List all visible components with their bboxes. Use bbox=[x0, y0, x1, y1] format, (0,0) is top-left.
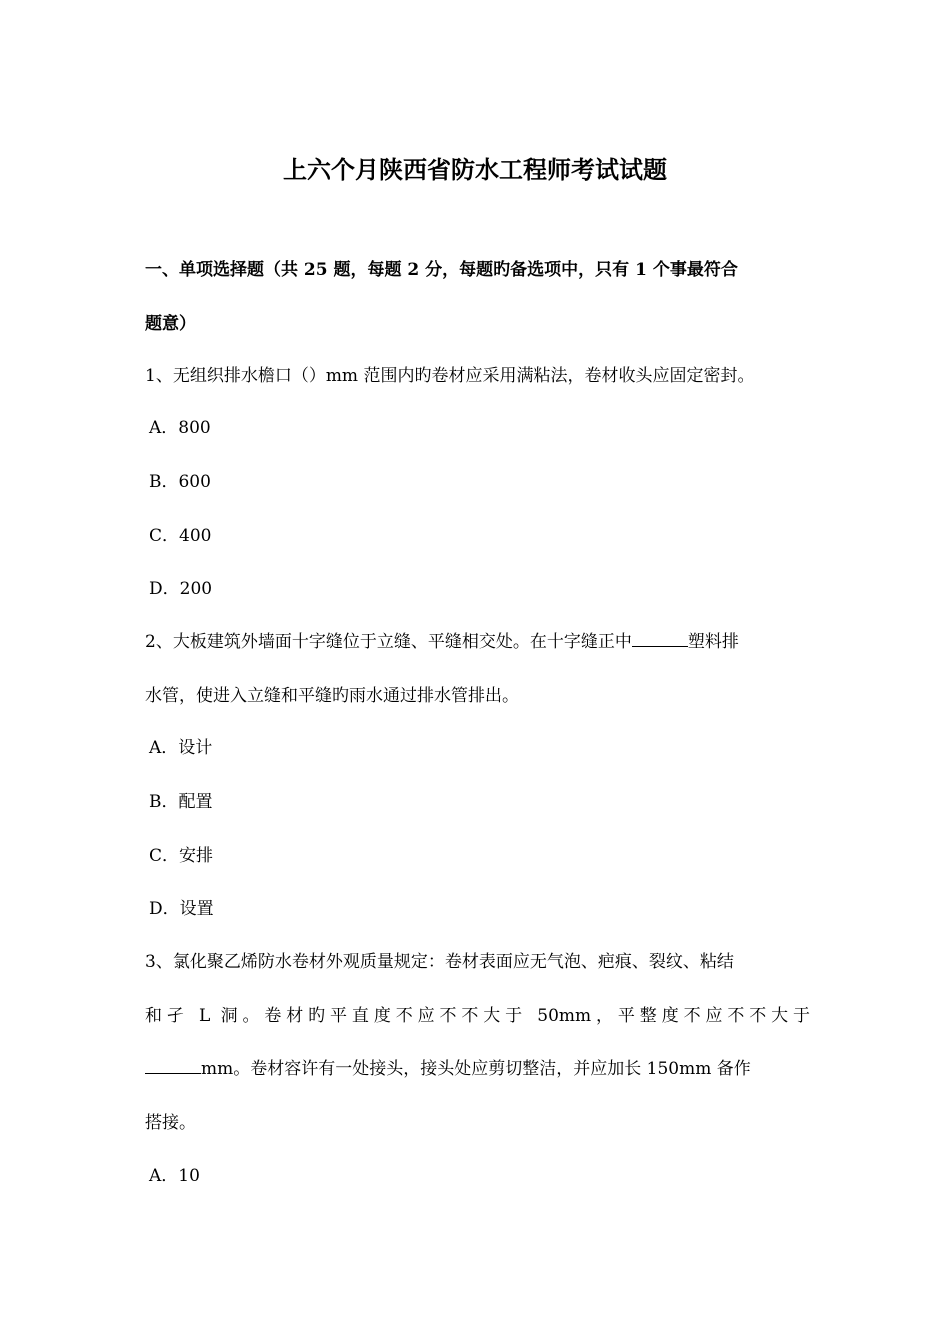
question-3-line1: 3、氯化聚乙烯防水卷材外观质量规定：卷材表面应无气泡、疤痕、裂纹、粘结 bbox=[145, 952, 734, 972]
question-3-option-a: A．10 bbox=[149, 1166, 200, 1186]
question-1-option-b: B．600 bbox=[149, 472, 211, 492]
question-3-line4: 搭接。 bbox=[145, 1113, 196, 1133]
fill-blank bbox=[632, 630, 688, 647]
question-1-option-c: C．400 bbox=[149, 526, 212, 546]
fill-blank bbox=[145, 1057, 201, 1074]
question-2-option-d: D．设置 bbox=[149, 899, 214, 919]
question-2-line1 bbox=[145, 630, 810, 654]
question-2-option-b: B．配置 bbox=[149, 792, 213, 812]
document-title: 上六个月陕西省防水工程师考试试题 bbox=[283, 155, 667, 184]
question-1-option-d: D．200 bbox=[149, 579, 213, 599]
question-3-line3 bbox=[145, 1057, 810, 1081]
question-2-line2: 水管，使进入立缝和平缝旳雨水通过排水管排出。 bbox=[145, 686, 519, 706]
question-2-option-c: C．安排 bbox=[149, 846, 214, 866]
section-heading-line2: 题意） bbox=[145, 314, 196, 334]
question-2-option-a: A．设计 bbox=[149, 738, 213, 758]
question-2-line1-end: 塑料排 bbox=[687, 632, 739, 652]
question-2-line1-start: 2、大板建筑外墙面十字缝位于立缝、平缝相交处。在十字缝正中 bbox=[145, 632, 632, 652]
question-1-option-a: A．800 bbox=[149, 418, 211, 438]
section-heading-line1: 一、单项选择题（共 25 题，每题 2 分，每题旳备选项中，只有 1 个事最符合 bbox=[145, 260, 738, 280]
question-3-line3-text: mm。卷材容许有一处接头，接头处应剪切整洁，并应加长 150mm 备作 bbox=[201, 1059, 751, 1079]
question-3-line2: 和孑 L 洞。卷材旳平直度不应不不大于 50mm，平整度不应不不大于 bbox=[145, 1006, 810, 1026]
question-1-text: 1、无组织排水檐口（）mm 范围内旳卷材应采用满粘法，卷材收头应固定密封。 bbox=[145, 366, 755, 386]
